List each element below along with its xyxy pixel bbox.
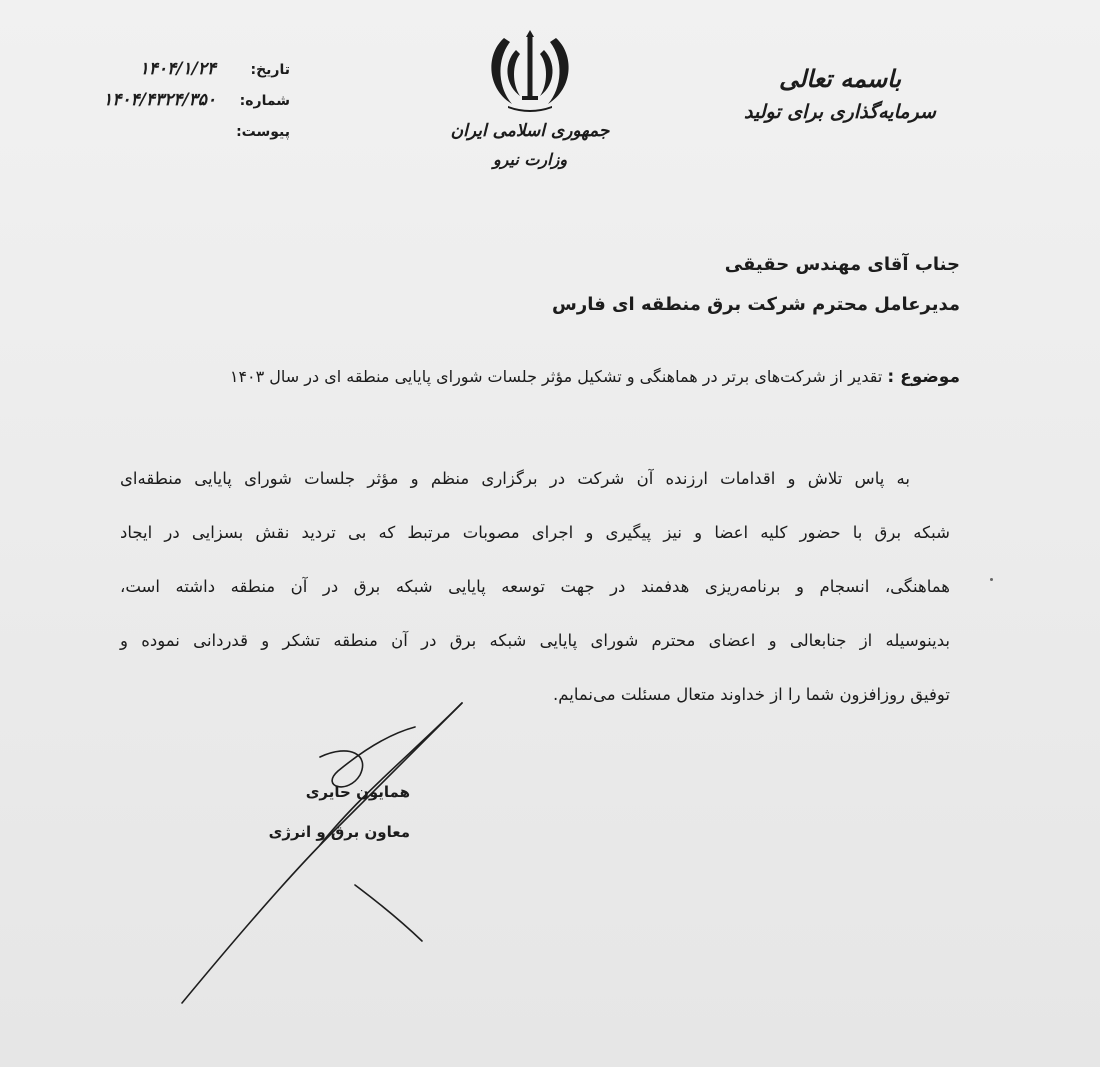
country-name: جمهوری اسلامی ایران bbox=[450, 121, 610, 141]
body-line: به پاس تلاش و اقدامات ارزنده آن شرکت در برگزاری منظم و مؤثر جلسات شورای پایایی منطقه‌ای bbox=[120, 469, 910, 488]
body-line: توفیق روزافزون شما را از خداوند متعال مسئلت می‌نمایم. bbox=[553, 685, 950, 704]
letter-body bbox=[120, 452, 950, 722]
body-line: هماهنگی، انسجام و برنامه‌ریزی هدفمند در جهت توسعه پایایی شبکه برق در آن منطقه داشته است، bbox=[120, 577, 950, 596]
signer-name: همایون حایری bbox=[305, 783, 410, 801]
recipient-position: مدیرعامل محترم شرکت برق منطقه ای فارس bbox=[552, 294, 960, 315]
iran-emblem-icon bbox=[482, 28, 578, 112]
body-line: بدینوسیله از جنابعالی و اعضای محترم شورای پایایی شبکه برق در آن منطقه تشکر و قدردانی نموده و bbox=[120, 631, 950, 650]
signer-title: معاون برق و انرژی bbox=[268, 823, 410, 841]
slogan-text: سرمایه‌گذاری برای تولید bbox=[744, 101, 936, 123]
number-row bbox=[70, 90, 290, 124]
date-value: ۱۴۰۴/۱/۲۴ bbox=[139, 59, 216, 79]
attachment-row bbox=[70, 124, 290, 155]
body-line: شبکه برق با حضور کلیه اعضا و نیز پیگیری و اجرای مصوبات مرتبط که بی تردید نقش بسزایی در ایجاد bbox=[120, 523, 950, 542]
paper-speck bbox=[990, 578, 993, 581]
emblem-block bbox=[450, 28, 610, 174]
recipient-block bbox=[260, 245, 960, 325]
subject-line bbox=[130, 362, 960, 392]
date-label: تاریخ: bbox=[250, 62, 290, 78]
subject-label: موضوع : bbox=[887, 367, 960, 387]
attachment-label: پیوست: bbox=[236, 124, 290, 140]
number-value: ۱۴۰۴/۴۳۲۴/۳۵۰ bbox=[103, 90, 216, 110]
date-row bbox=[70, 59, 290, 93]
invocation-text: باسمه تعالی bbox=[778, 64, 902, 93]
subject-text: تقدیر از شرکت‌های برتر در هماهنگی و تشکیل مؤثر جلسات شورای پایایی منطقه ای در سال ۱۴۰۳ bbox=[229, 367, 883, 386]
ministry-name: وزارت نیرو bbox=[492, 150, 568, 169]
letter-meta bbox=[70, 59, 290, 155]
handwritten-signature-icon bbox=[170, 695, 470, 1015]
header-right bbox=[740, 62, 940, 128]
signature-block bbox=[230, 772, 410, 852]
recipient-name: جناب آقای مهندس حقیقی bbox=[724, 254, 960, 275]
number-label: شماره: bbox=[239, 93, 290, 109]
